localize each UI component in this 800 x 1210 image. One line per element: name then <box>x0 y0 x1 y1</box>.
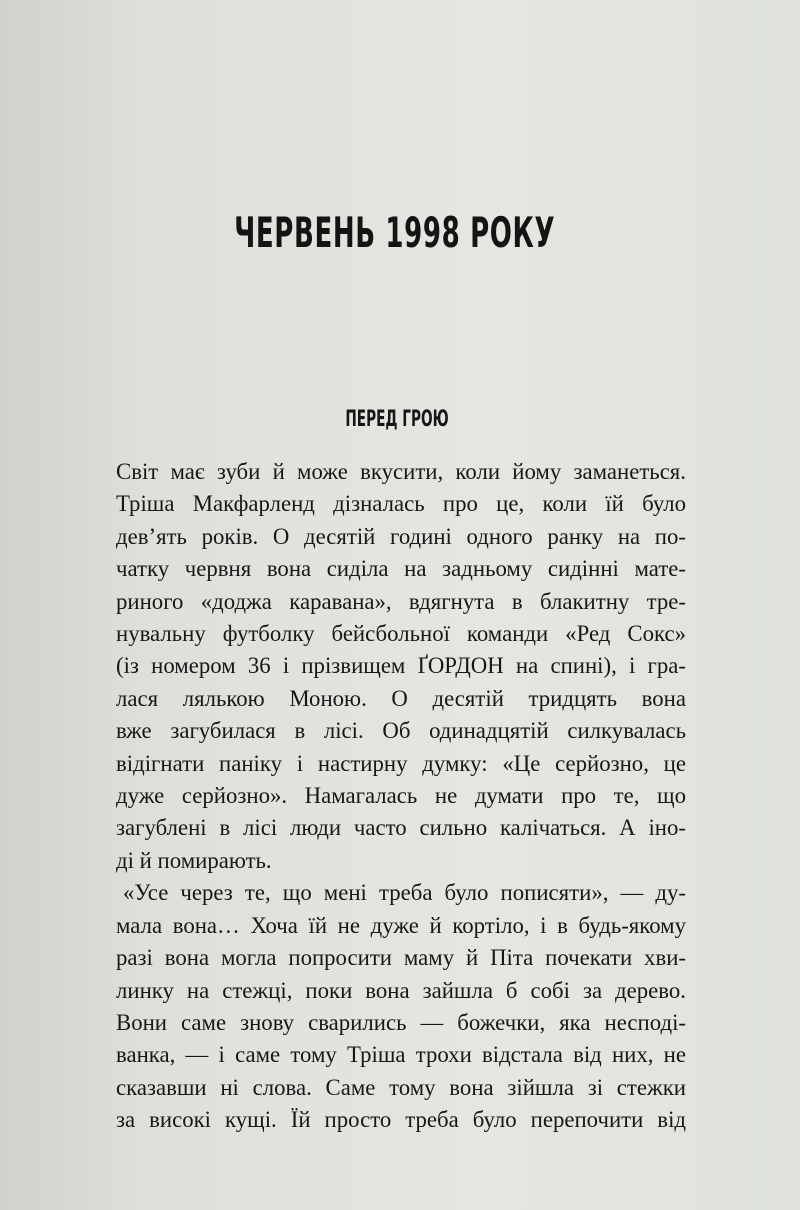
text-line: за високі кущі. Їй просто треба було перепочити від <box>116 1107 686 1133</box>
text-line: лася лялькою Моною. О десятій тридцять вона <box>116 685 686 711</box>
text-line: риного «доджа каравана», вдягнута в блакитну тре- <box>116 588 686 614</box>
text-line: Тріша Макфарленд дізналась про це, коли їй було <box>116 491 686 517</box>
text-line: ванка, — і саме тому Тріша трохи відстала від них, не <box>116 1042 686 1068</box>
text-line: (із номером 36 і прізвищем ҐОРДОН на спині), і гра- <box>116 653 686 679</box>
text-line: ді й помирають. <box>116 847 272 873</box>
text-line: разі вона могла попросити маму й Піта почекати хви- <box>116 945 686 971</box>
text-line: чатку червня вона сиділа на задньому сидінні мате- <box>116 556 686 582</box>
text-line: линку на стежці, поки вона зайшла б собі за дерево. <box>116 977 686 1003</box>
text-line: «Усе через те, що мені треба було пописяти», — ду- <box>123 880 686 906</box>
text-line: вже загубилася в лісі. Об одинадцятій силкувалась <box>116 718 686 744</box>
text-line: дев’ять років. О десятій годині одного ранку на по- <box>116 523 686 549</box>
text-line: мала вона… Хоча їй не дуже й кортіло, і в будь-якому <box>116 912 686 938</box>
chapter-title: ЧЕРВЕНЬ 1998 РОКУ <box>234 208 556 257</box>
text-line: дуже серйозно». Намагалась не думати про те, що <box>116 783 686 809</box>
text-line: загублені в лісі люди часто сильно калічаться. А іно- <box>116 815 686 841</box>
text-line: нувальну футболку бейсбольної команди «Ред Сокс» <box>116 621 686 647</box>
section-heading: ПЕРЕД ГРОЮ <box>345 407 449 432</box>
text-line: відігнати паніку і настирну думку: «Це серйозно, це <box>116 750 686 776</box>
body-text <box>116 456 686 1137</box>
text-line: Світ має зуби й може вкусити, коли йому заманеться. <box>116 459 686 484</box>
text-line: сказавши ні слова. Саме тому вона зійшла зі стежки <box>116 1074 686 1100</box>
text-line: Вони саме знову сварились — божечки, яка несподі- <box>116 1009 686 1035</box>
